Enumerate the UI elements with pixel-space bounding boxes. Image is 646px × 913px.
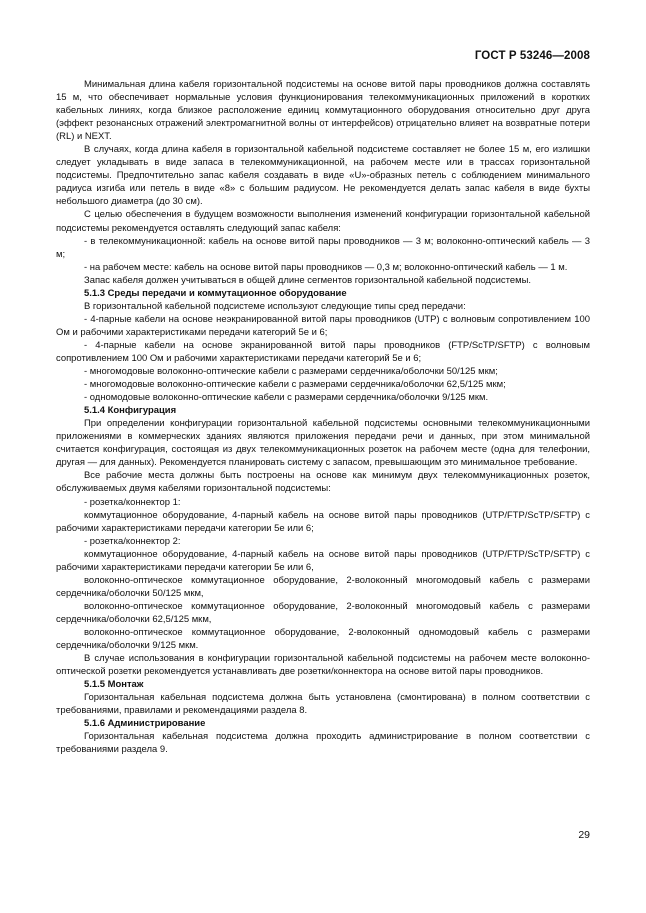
body-paragraph: - в телекоммуникационной: кабель на основе витой пары проводников — 3 м; волоконно-оптический кабель — 3 м; xyxy=(56,235,590,260)
body-paragraph: коммутационное оборудование, 4-парный кабель на основе витой пары проводников (UTP/FTP/ScTP/SFTP) с рабочими характеристиками передачи категории 5е или 6, xyxy=(56,548,590,573)
body-paragraph: волоконно-оптическое коммутационное оборудование, 2-волоконный многомодовый кабель с размерами сердечника/оболочки 50/125 мкм, xyxy=(56,574,590,599)
section-heading: 5.1.5 Монтаж xyxy=(84,679,144,691)
body-paragraph: - розетка/коннектор 2: xyxy=(84,535,181,547)
body-paragraph: С целью обеспечения в будущем возможности выполнения изменений конфигурации горизонтальной кабельной подсистемы рекомендуется оставлять следующий запас кабеля: xyxy=(56,209,590,234)
body-paragraph: В горизонтальной кабельной подсистеме используют следующие типы сред передачи: xyxy=(84,300,466,312)
body-paragraph: - 4-парные кабели на основе неэкранированной витой пары проводников (UTP) с волновым сопротивлением 100 Ом и рабочими характеристиками передачи категорий 5е и 6; xyxy=(56,313,590,338)
body-paragraph: В случаях, когда длина кабеля в горизонтальной кабельной подсистеме составляет не более 15 м, его излишки следует укладывать в виде запаса в телекоммуникационной, на рабочем месте или в трассах горизонтальной подсистемы. Предпочтительно запас кабеля создавать в виде «U»-образных петель с соблюдением минимального радиуса изгиба или петель в виде «8» с большим радиусом. Не рекомендуется делать запас кабеля в виде бухты небольшого диаметра (до 30 см). xyxy=(56,144,590,208)
body-paragraph: Горизонтальная кабельная подсистема должна проходить администрирование в полном соответствии с требованиями раздела 9. xyxy=(56,731,590,756)
body-paragraph: - 4-парные кабели на основе экранированной витой пары проводников (FTP/ScTP/SFTP) с волновым сопротивлением 100 Ом и рабочими характеристиками передачи категорий 5е и 6; xyxy=(56,339,590,364)
standard-designation: ГОСТ Р 53246—2008 xyxy=(474,50,590,62)
body-paragraph: Минимальная длина кабеля горизонтальной подсистемы на основе витой пары проводников должна составлять 15 м, что обеспечивает нормальные условия функционирования телекоммуникационных приложений в коротких кабельных линиях, когда близкое расположение единиц коммутационного оборудования относительно друг друга (эффект резонансных отражений электромагнитной волны от интерфейсов) отрицательно влияет на возвратные потери (RL) и NEXT. xyxy=(56,79,590,143)
body-paragraph: - на рабочем месте: кабель на основе витой пары проводников — 0,3 м; волоконно-оптический кабель — 1 м. xyxy=(84,261,568,273)
section-heading: 5.1.3 Среды передачи и коммутационное оборудование xyxy=(84,287,347,299)
body-paragraph: В случае использования в конфигурации горизонтальной кабельной подсистемы на рабочем месте волоконно-оптической розетки рекомендуется устанавливать две розетки/коннектора на основе витой пары проводников. xyxy=(56,653,590,678)
section-heading: 5.1.4 Конфигурация xyxy=(84,405,177,417)
body-paragraph: - многомодовые волоконно-оптические кабели с размерами сердечника/оболочки 62,5/125 мкм; xyxy=(84,379,506,391)
body-paragraph: Все рабочие места должны быть построены на основе как минимум двух телекоммуникационных розеток, обслуживаемых двумя кабелями горизонтальной подсистемы: xyxy=(56,470,590,495)
body-paragraph: Запас кабеля должен учитываться в общей длине сегментов горизонтальной кабельной подсистемы. xyxy=(84,274,531,286)
body-paragraph: При определении конфигурации горизонтальной кабельной подсистемы основными телекоммуникационными приложениями в коммерческих зданиях являются приложения передачи речи и данных, при этом минимальной считается конфигурация, состоящая из двух телекоммуникационных розеток на рабочем месте (одна для телефонии, другая — для данных). Рекомендуется планировать систему с запасом, превышающим это минимальное требование. xyxy=(56,418,590,469)
body-paragraph: коммутационное оборудование, 4-парный кабель на основе витой пары проводников (UTP/FTP/ScTP/SFTP) с рабочими характеристиками передачи категории 5е или 6; xyxy=(56,509,590,534)
body-paragraph: волоконно-оптическое коммутационное оборудование, 2-волоконный многомодовый кабель с размерами сердечника/оболочки 62,5/125 мкм, xyxy=(56,600,590,625)
body-paragraph: - розетка/коннектор 1: xyxy=(84,496,181,508)
body-paragraph: Горизонтальная кабельная подсистема должна быть установлена (смонтирована) в полном соответствии с требованиями, правилами и рекомендациями раздела 8. xyxy=(56,692,590,717)
body-paragraph: - одномодовые волоконно-оптические кабели с размерами сердечника/оболочки 9/125 мкм. xyxy=(84,392,489,404)
section-heading: 5.1.6 Администрирование xyxy=(84,718,206,730)
body-paragraph: - многомодовые волоконно-оптические кабели с размерами сердечника/оболочки 50/125 мкм; xyxy=(84,366,498,378)
body-paragraph: волоконно-оптическое коммутационное оборудование, 2-волоконный одномодовый кабель с размерами сердечника/оболочки 9/125 мкм. xyxy=(56,626,590,652)
page-number: 29 xyxy=(578,829,590,841)
document-body xyxy=(56,78,590,756)
